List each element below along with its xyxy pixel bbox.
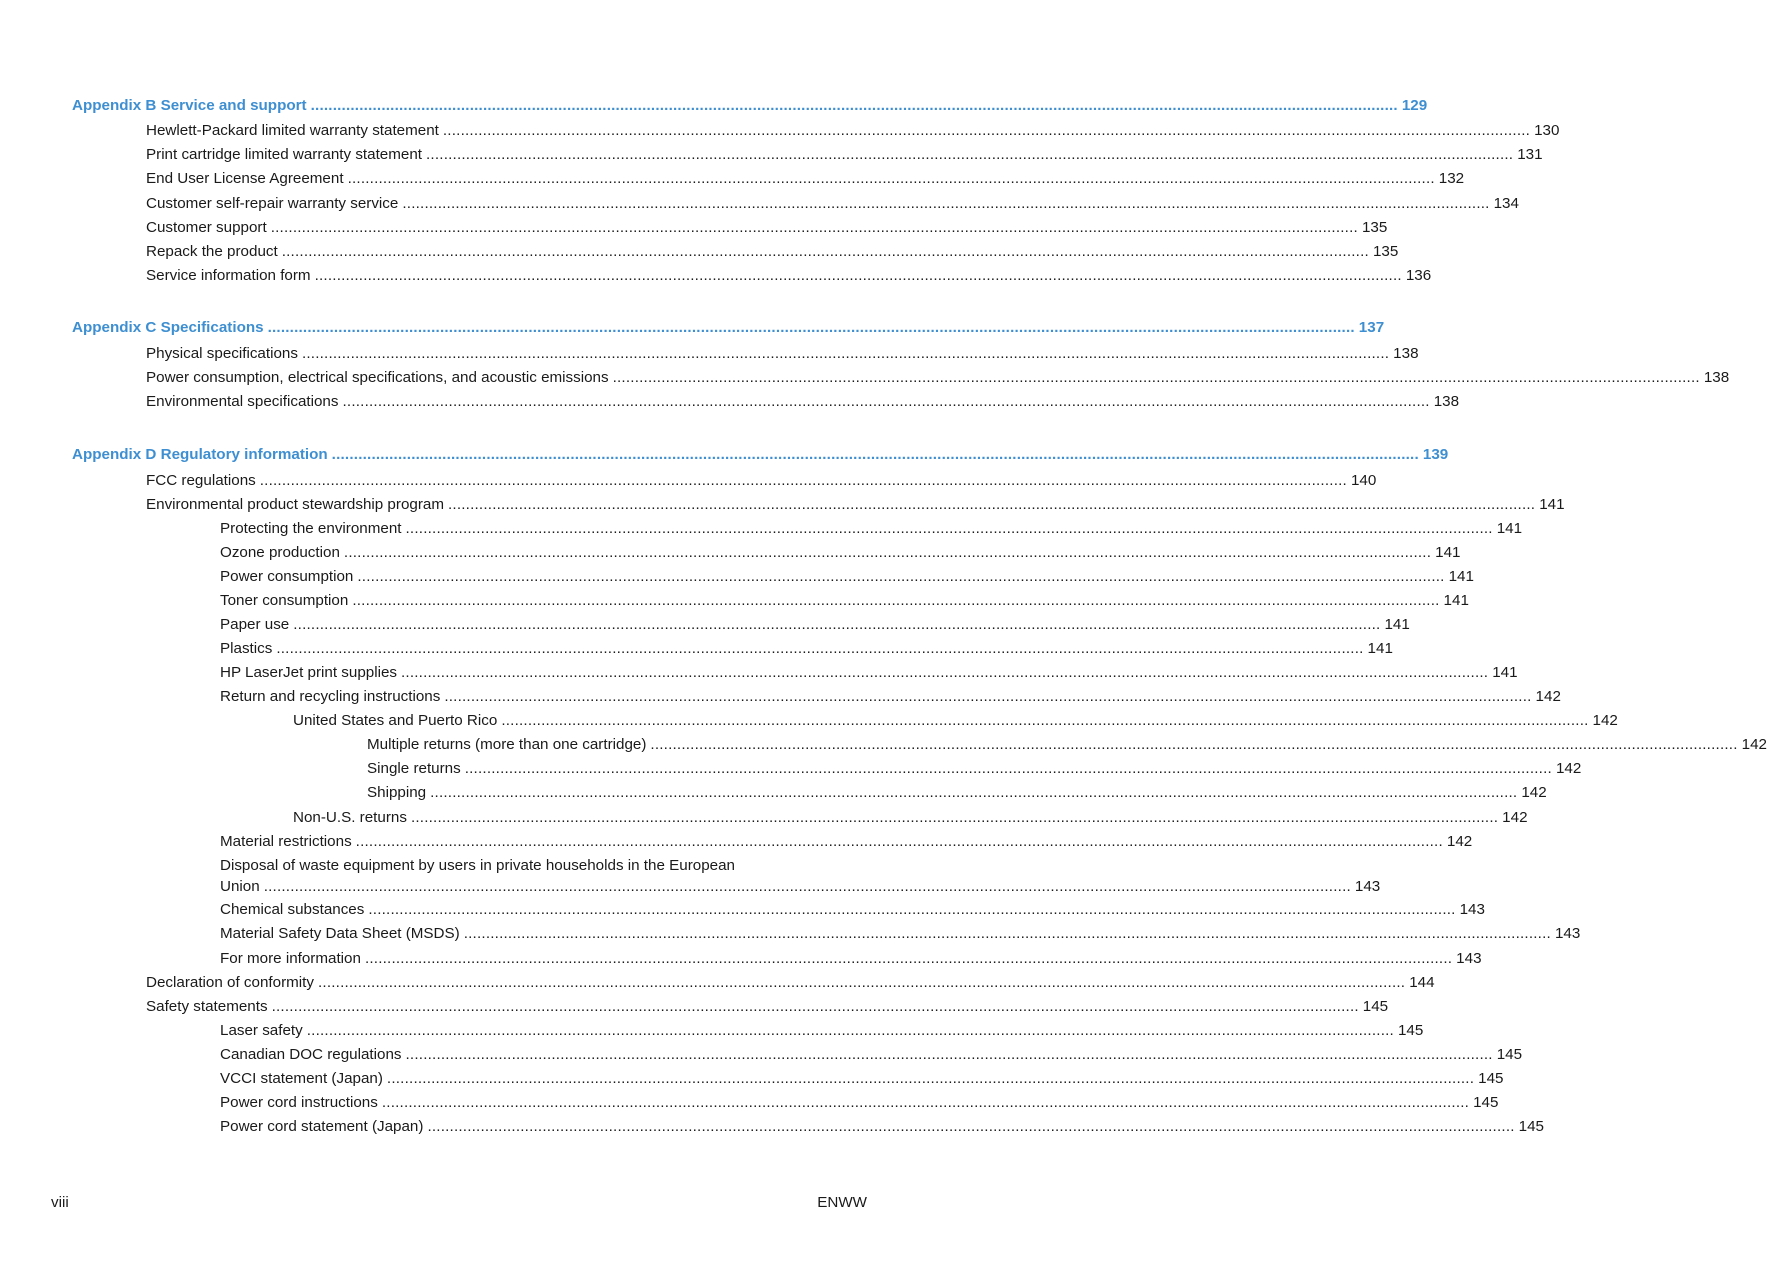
toc-entry[interactable] [0,782,1547,806]
toc-entry-row [146,168,1465,190]
toc-page-number: 141 [1367,640,1393,657]
toc-page-number: 144 [1409,974,1435,991]
toc-entry-title: Material restrictions [220,833,352,850]
toc-entry-title: Hewlett-Packard limited warranty statement [146,122,439,139]
toc-leader-dots: ...................................................................................................................................................................................................................................................... [364,950,1453,967]
toc-entry-title: Appendix D Regulatory information [72,446,328,463]
toc-entry[interactable] [0,1116,1544,1140]
toc-entry[interactable] [0,1092,1499,1116]
toc-entry-row [220,590,1469,612]
toc-leader-dots: ...................................................................................................................................................................................................................................................... [331,446,1419,463]
toc-entry[interactable] [0,614,1410,638]
toc-entry-title-line1: Disposal of waste equipment by users in private households in the European [220,857,735,874]
toc-entry-row [220,662,1518,684]
toc-entry-title: HP LaserJet print supplies [220,664,397,681]
toc-entry-title: Return and recycling instructions [220,688,441,705]
toc-entry-title: Toner consumption [220,592,349,609]
toc-entry-title: Appendix B Service and support [72,97,307,114]
toc-leader-dots: ...................................................................................................................................................................................................................................................... [301,345,1390,362]
toc-entry[interactable] [0,367,1730,391]
toc-entry-title: Power consumption [220,568,354,585]
toc-entry-row [146,367,1730,389]
toc-entry-row [367,734,1767,756]
toc-entry-title: Repack the product [146,243,278,260]
toc-entry-title: Customer support [146,219,267,236]
toc-page-number: 137 [1358,319,1385,336]
toc-entry[interactable] [0,638,1393,662]
toc-entry-row [220,638,1393,660]
toc-entry[interactable] [0,686,1561,710]
toc-entry-title: Single returns [367,760,461,777]
footer-doc-code: ENWW [817,1194,867,1211]
toc-page-number: 142 [1535,688,1561,705]
toc-entry-row [146,972,1435,994]
toc-entry-row [220,831,1473,853]
toc-entry-row [146,120,1560,142]
toc-entry[interactable] [0,996,1389,1020]
toc-page-number: 143 [1459,901,1485,918]
toc-leader-dots: ...................................................................................................................................................................................................................................................... [650,736,1738,753]
toc-entry-title: Protecting the environment [220,520,402,537]
toc-page-number: 138 [1703,369,1730,386]
toc-entry[interactable] [0,217,1388,241]
toc-appendix-heading[interactable] [0,95,1428,119]
toc-leader-dots: ...................................................................................................................................................................................................................................................... [430,784,1518,801]
toc-page-number: 141 [1492,664,1518,681]
toc-entry-row [220,876,1381,898]
toc-leader-dots: ...................................................................................................................................................................................................................................................... [368,901,1456,918]
toc-page-number: 142 [1521,784,1547,801]
toc-leader-dots: ...................................................................................................................................................................................................................................................... [306,1022,1394,1039]
toc-page-number: 141 [1448,568,1474,585]
toc-entry-title: Physical specifications [146,345,298,362]
toc-entry[interactable] [0,1020,1424,1044]
toc-entry-row [146,193,1519,215]
toc-entry-row [72,317,1385,339]
toc-entry-row [220,614,1410,636]
toc-entry-row [293,807,1528,829]
toc-entry[interactable] [0,948,1482,972]
toc-entry[interactable] [0,193,1519,217]
toc-entry[interactable] [0,855,1381,899]
toc-page-number: 142 [1592,712,1618,729]
toc-entry-row [146,265,1432,287]
toc-entry-title: Service information form [146,267,311,284]
toc-page-number: 129 [1401,97,1428,114]
toc-entry-title: For more information [220,950,361,967]
toc-page-number: 139 [1422,446,1449,463]
toc-page-number: 134 [1493,195,1519,212]
toc-entry-row [146,494,1565,516]
toc-entry-row [220,566,1474,588]
toc-entry-row [220,542,1461,564]
toc-leader-dots: ...................................................................................................................................................................................................................................................... [612,369,1700,386]
toc-leader-dots: ...................................................................................................................................................................................................................................................... [259,472,1347,489]
toc-entry-row [220,1068,1504,1090]
toc-entry-row [220,686,1561,708]
toc-leader-dots: ...................................................................................................................................................................................................................................................... [386,1070,1475,1087]
toc-leader-dots: ...................................................................................................................................................................................................................................................... [267,319,1355,336]
toc-page-number: 138 [1393,345,1419,362]
toc-page-number: 135 [1361,219,1388,236]
toc-entry-title: Power consumption, electrical specifications, and acoustic emissions [146,369,609,386]
toc-entry[interactable] [0,241,1399,265]
toc-entry-title: Ozone production [220,544,340,561]
toc-leader-dots: ...................................................................................................................................................................................................................................................... [342,393,1430,410]
toc-entry[interactable] [0,758,1582,782]
toc-page-number: 138 [1433,393,1460,410]
toc-page-number: 141 [1496,520,1523,537]
toc-page-number: 145 [1496,1046,1523,1063]
toc-page-number: 130 [1534,122,1560,139]
toc-entry-row [146,470,1377,492]
toc-entry-row [367,758,1582,780]
toc-entry-title: Union [220,878,260,895]
toc-entry[interactable] [0,566,1474,590]
toc-entry-row [146,343,1419,365]
toc-entry[interactable] [0,831,1473,855]
toc-page-number: 142 [1502,809,1528,826]
toc-leader-dots: ...................................................................................................................................................................................................................................................... [463,925,1551,942]
toc-leader-dots: ...................................................................................................................................................................................................................................................... [293,616,1381,633]
toc-entry[interactable] [0,710,1618,734]
toc-entry-row [220,518,1523,540]
toc-leader-dots: ...................................................................................................................................................................................................................................................... [270,219,1358,236]
toc-entry[interactable] [0,542,1461,566]
toc-page-number: 145 [1518,1118,1544,1135]
toc-leader-dots: ...................................................................................................................................................................................................................................................... [501,712,1589,729]
toc-entry[interactable] [0,899,1485,923]
toc-entry[interactable] [0,120,1560,144]
toc-page-number: 142 [1555,760,1582,777]
toc-entry-row [72,444,1449,466]
toc-entry-row [220,1044,1523,1066]
toc-page-number: 145 [1362,998,1389,1015]
toc-leader-dots: ...................................................................................................................................................................................................................................................... [276,640,1364,657]
toc-leader-dots: ...................................................................................................................................................................................................................................................... [405,520,1493,537]
toc-entry[interactable] [0,343,1419,367]
toc-entry-row [220,1092,1499,1114]
toc-entry-title: Power cord statement (Japan) [220,1118,424,1135]
toc-entry[interactable] [0,470,1377,494]
toc-page-number: 141 [1435,544,1461,561]
toc-leader-dots: ...................................................................................................................................................................................................................................................... [263,878,1351,895]
toc-leader-dots: ...................................................................................................................................................................................................................................................... [427,1118,1515,1135]
toc-entry-row [72,95,1428,117]
toc-entry-title: Shipping [367,784,427,801]
toc-entry-title: Declaration of conformity [146,974,314,991]
toc-entry-row [220,923,1581,945]
toc-page-number: 141 [1384,616,1410,633]
toc-entry-title: VCCI statement (Japan) [220,1070,383,1087]
toc-leader-dots: ...................................................................................................................................................................................................................................................... [355,833,1443,850]
toc-entry-title: Power cord instructions [220,1094,378,1111]
toc-entry-title: Multiple returns (more than one cartridge) [367,736,647,753]
toc-leader-dots: ...................................................................................................................................................................................................................................................... [314,267,1402,284]
toc-page-number: 131 [1517,146,1543,163]
toc-leader-dots: ...................................................................................................................................................................................................................................................... [464,760,1552,777]
toc-page-number: 143 [1554,925,1581,942]
toc-entry-title: Safety statements [146,998,268,1015]
toc-entry-title: End User License Agreement [146,170,344,187]
toc-entry-title: Print cartridge limited warranty statement [146,146,423,163]
toc-leader-dots: ...................................................................................................................................................................................................................................................... [405,1046,1493,1063]
toc-appendix-heading[interactable] [0,444,1449,468]
toc-page-number: 141 [1443,592,1469,609]
toc-leader-dots: ...................................................................................................................................................................................................................................................... [347,170,1435,187]
toc-entry-title: Material Safety Data Sheet (MSDS) [220,925,460,942]
toc-entry-title: Environmental product stewardship program [146,496,444,513]
toc-entry-row [220,1020,1424,1042]
toc-leader-dots: ...................................................................................................................................................................................................................................................... [402,195,1490,212]
toc-page-number: 143 [1456,950,1482,967]
toc-entry[interactable] [0,168,1465,192]
toc-entry-row [146,391,1460,413]
toc-entry-row [220,948,1482,970]
toc-page-number: 143 [1354,878,1381,895]
toc-page-number: 145 [1478,1070,1504,1087]
toc-leader-dots: ...................................................................................................................................................................................................................................................... [271,998,1359,1015]
toc-entry-title: Canadian DOC regulations [220,1046,402,1063]
toc-leader-dots: ...................................................................................................................................................................................................................................................... [444,688,1532,705]
toc-leader-dots: ...................................................................................................................................................................................................................................................... [310,97,1398,114]
toc-leader-dots: ...................................................................................................................................................................................................................................................... [317,974,1406,991]
toc-entry-title: FCC regulations [146,472,256,489]
toc-entry-title: Chemical substances [220,901,365,918]
toc-entry-row [146,996,1389,1018]
toc-leader-dots: ...................................................................................................................................................................................................................................................... [357,568,1445,585]
toc-page-number: 142 [1446,833,1473,850]
toc-entry-title: Customer self-repair warranty service [146,195,399,212]
toc-page-number: 141 [1539,496,1565,513]
toc-page-number: 136 [1405,267,1432,284]
toc-entry[interactable] [0,144,1543,168]
toc-page-number: 140 [1350,472,1377,489]
toc-entry-row [146,217,1388,239]
toc-entry[interactable] [0,265,1432,289]
toc-page-number: 145 [1473,1094,1499,1111]
toc-page-number: 135 [1372,243,1399,260]
toc-entry[interactable] [0,662,1518,686]
toc-entry[interactable] [0,807,1528,831]
toc-entry-title: Environmental specifications [146,393,339,410]
footer-page-number: viii [51,1194,69,1211]
toc-leader-dots: ...................................................................................................................................................................................................................................................... [410,809,1499,826]
toc-page-number: 145 [1397,1022,1424,1039]
toc-entry[interactable] [0,590,1469,614]
toc-entry[interactable] [0,1044,1523,1068]
toc-leader-dots: ...................................................................................................................................................................................................................................................... [401,664,1489,681]
toc-entry-row [367,782,1547,804]
toc-entry[interactable] [0,1068,1504,1092]
toc-entry[interactable] [0,734,1767,758]
toc-entry-row [146,144,1543,166]
toc-leader-dots: ...................................................................................................................................................................................................................................................... [381,1094,1470,1111]
toc-leader-dots: ...................................................................................................................................................................................................................................................... [448,496,1536,513]
toc-leader-dots: ...................................................................................................................................................................................................................................................... [281,243,1369,260]
toc-appendix-heading[interactable] [0,317,1385,341]
toc-entry-row [220,899,1485,921]
toc-leader-dots: ...................................................................................................................................................................................................................................................... [442,122,1531,139]
toc-entry-row [146,241,1399,263]
toc-entry[interactable] [0,518,1523,542]
toc-entry[interactable] [0,972,1435,996]
toc-entry[interactable] [0,391,1460,415]
toc-entry-title: Laser safety [220,1022,303,1039]
toc-entry-row [220,1116,1544,1138]
toc-leader-dots: ...................................................................................................................................................................................................................................................... [426,146,1514,163]
toc-entry[interactable] [0,923,1581,947]
toc-entry-title: Non-U.S. returns [293,809,407,826]
toc-entry[interactable] [0,494,1565,518]
toc-page-number: 142 [1741,736,1767,753]
toc-entry-title: Appendix C Specifications [72,319,264,336]
toc-entry-title: Paper use [220,616,290,633]
toc-entry-title: United States and Puerto Rico [293,712,498,729]
toc-entry-row [293,710,1618,732]
toc-entry-title: Plastics [220,640,273,657]
toc-leader-dots: ...................................................................................................................................................................................................................................................... [343,544,1432,561]
toc-leader-dots: ...................................................................................................................................................................................................................................................... [352,592,1440,609]
toc-page-number: 132 [1438,170,1465,187]
